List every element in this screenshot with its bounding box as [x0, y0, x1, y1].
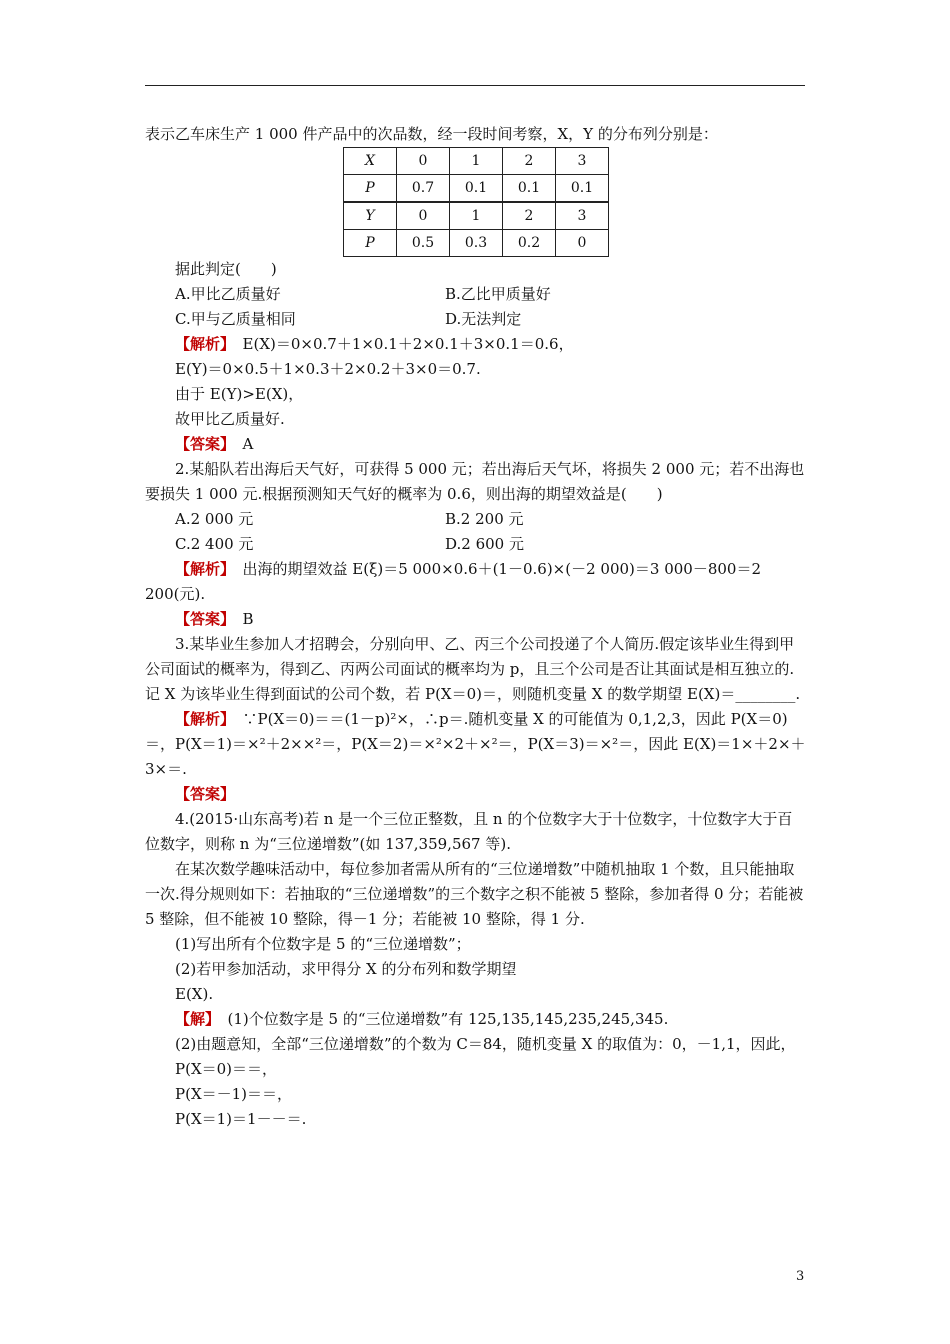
question-text: (2)若甲参加活动，求甲得分 X 的分布列和数学期望 — [175, 960, 517, 978]
option-b: B.2 200 元 — [445, 510, 524, 528]
table-cell: 0 — [397, 203, 450, 230]
jiexi-label: 【解析】 — [175, 335, 228, 353]
daan-label: 【答案】 — [175, 785, 236, 803]
solution-line: P(X＝－1)＝＝， — [175, 1085, 293, 1103]
question-text: (1)写出所有个位数字是 5 的“三位递增数”； — [175, 935, 471, 953]
answer-text: B — [227, 610, 254, 628]
solution-line: 故甲比乙质量好. — [175, 410, 285, 428]
daan-label: 【答案】 — [175, 610, 228, 628]
option-a: A.甲比乙质量好 — [175, 285, 281, 303]
options-row — [145, 307, 807, 332]
table-cell: P — [344, 175, 397, 202]
distribution-table-x — [343, 147, 609, 202]
page-number: 3 — [796, 1269, 805, 1284]
table-cell: 0.2 — [503, 230, 556, 257]
table-cell: 0 — [397, 148, 450, 175]
question-stem: 4.(2015·山东高考)若 n 是一个三位正整数，且 n 的个位数字大于十位数字，十位数字大于百位数字，则称 n 为“三位递增数”(如 137,359,567 等). — [145, 810, 793, 853]
solution-line: P(X＝1)＝1－－＝. — [175, 1110, 307, 1128]
question-stem: 据此判定( ) — [175, 260, 277, 278]
options-row — [145, 507, 807, 532]
table-cell: 2 — [503, 203, 556, 230]
table-cell: 0 — [556, 230, 609, 257]
solution-line — [145, 557, 807, 607]
solution-line: (2)由题意知，全部“三位递增数”的个数为 C＝84，随机变量 X 的取值为：0，－1,1，因此， — [175, 1035, 796, 1053]
jie-label: 【解】 — [175, 1010, 213, 1028]
solution-text: ∵P(X＝0)＝＝(1－p)²×，∴p＝.随机变量 X 的可能值为 0,1,2,3，因此 P(X＝0)＝，P(X＝1)＝×²＋2××²＝，P(X＝2)＝×²×2＋×²＝，P(X＝3)＝×²＝，因此 E(X)＝1×＋2×＋3×＝. — [145, 710, 806, 778]
table-cell: Y — [344, 203, 397, 230]
table-cell: 0.7 — [397, 175, 450, 202]
question-stem: 2.某船队若出海后天气好，可获得 5 000 元；若出海后天气坏，将损失 2 000 元；若不出海也要损失 1 000 元.根据预测知天气好的概率为 0.6，则出海的期望效益是( ) — [145, 460, 805, 503]
solution-line — [145, 1007, 807, 1032]
solution-text: E(X)＝0×0.7＋1×0.1＋2×0.1＋3×0.1＝0.6， — [227, 335, 574, 353]
answer-text: A — [227, 435, 254, 453]
jiexi-label: 【解析】 — [175, 710, 228, 728]
table-cell: 0.1 — [450, 175, 503, 202]
solution-line: 由于 E(Y)>E(X)， — [175, 385, 304, 403]
table-cell: 3 — [556, 148, 609, 175]
text-line: 表示乙车床生产 1 000 件产品中的次品数，经一段时间考察，X，Y 的分布列分别是： — [145, 125, 718, 143]
option-a: A.2 000 元 — [175, 510, 254, 528]
question-text: 在某次数学趣味活动中，每位参加者需从所有的“三位递增数”中随机抽取 1 个数，且只能抽取一次.得分规则如下：若抽取的“三位递增数”的三个数字之积不能被 5 整除，参加者得 0 分；若能被 5 整除，但不能被 10 整除，得－1 分；若能被 10 整除，得 1 分. — [145, 860, 809, 928]
table-cell: X — [344, 148, 397, 175]
distribution-table-y — [343, 202, 609, 257]
option-b: B.乙比甲质量好 — [445, 285, 551, 303]
solution-text: (1)个位数字是 5 的“三位递增数”有 125,135,145,235,245,345. — [212, 1010, 669, 1028]
header-rule — [145, 85, 805, 86]
daan-label: 【答案】 — [175, 435, 228, 453]
table-cell: 1 — [450, 203, 503, 230]
option-d: D.2 600 元 — [445, 535, 524, 553]
table-cell: 2 — [503, 148, 556, 175]
table-row — [344, 230, 609, 257]
table-cell: 0.5 — [397, 230, 450, 257]
solution-line: E(Y)＝0×0.5＋1×0.3＋2×0.2＋3×0＝0.7. — [175, 360, 481, 378]
option-c: C.2 400 元 — [175, 535, 254, 553]
answer-line — [145, 607, 807, 632]
option-c: C.甲与乙质量相同 — [175, 310, 296, 328]
question-stem: 3.某毕业生参加人才招聘会，分别向甲、乙、丙三个公司投递了个人简历.假定该毕业生得到甲公司面试的概率为，得到乙、丙两公司面试的概率均为 p，且三个公司是否让其面试是相互独立的.记 X 为该毕业生得到面试的公司个数，若 P(X＝0)＝，则随机变量 X 的数学期望 E(X)＝________. — [145, 635, 801, 703]
table-cell: 3 — [556, 203, 609, 230]
table-row — [344, 148, 609, 175]
option-d: D.无法判定 — [445, 310, 522, 328]
table-row — [344, 175, 609, 202]
jiexi-label: 【解析】 — [175, 560, 228, 578]
table-cell: P — [344, 230, 397, 257]
page-content — [145, 122, 807, 1132]
answer-line — [145, 782, 807, 807]
table-row — [344, 203, 609, 230]
table-cell: 0.1 — [503, 175, 556, 202]
solution-line: P(X＝0)＝＝， — [175, 1060, 278, 1078]
options-row — [145, 532, 807, 557]
solution-line — [145, 707, 807, 782]
solution-line — [145, 332, 807, 357]
table-cell: 0.1 — [556, 175, 609, 202]
options-row — [145, 282, 807, 307]
solution-text: 出海的期望效益 E(ξ)＝5 000×0.6＋(1－0.6)×(－2 000)＝3 000－800＝2 200(元). — [145, 560, 766, 603]
answer-line — [145, 432, 807, 457]
table-cell: 1 — [450, 148, 503, 175]
table-cell: 0.3 — [450, 230, 503, 257]
question-text: E(X). — [175, 985, 214, 1003]
